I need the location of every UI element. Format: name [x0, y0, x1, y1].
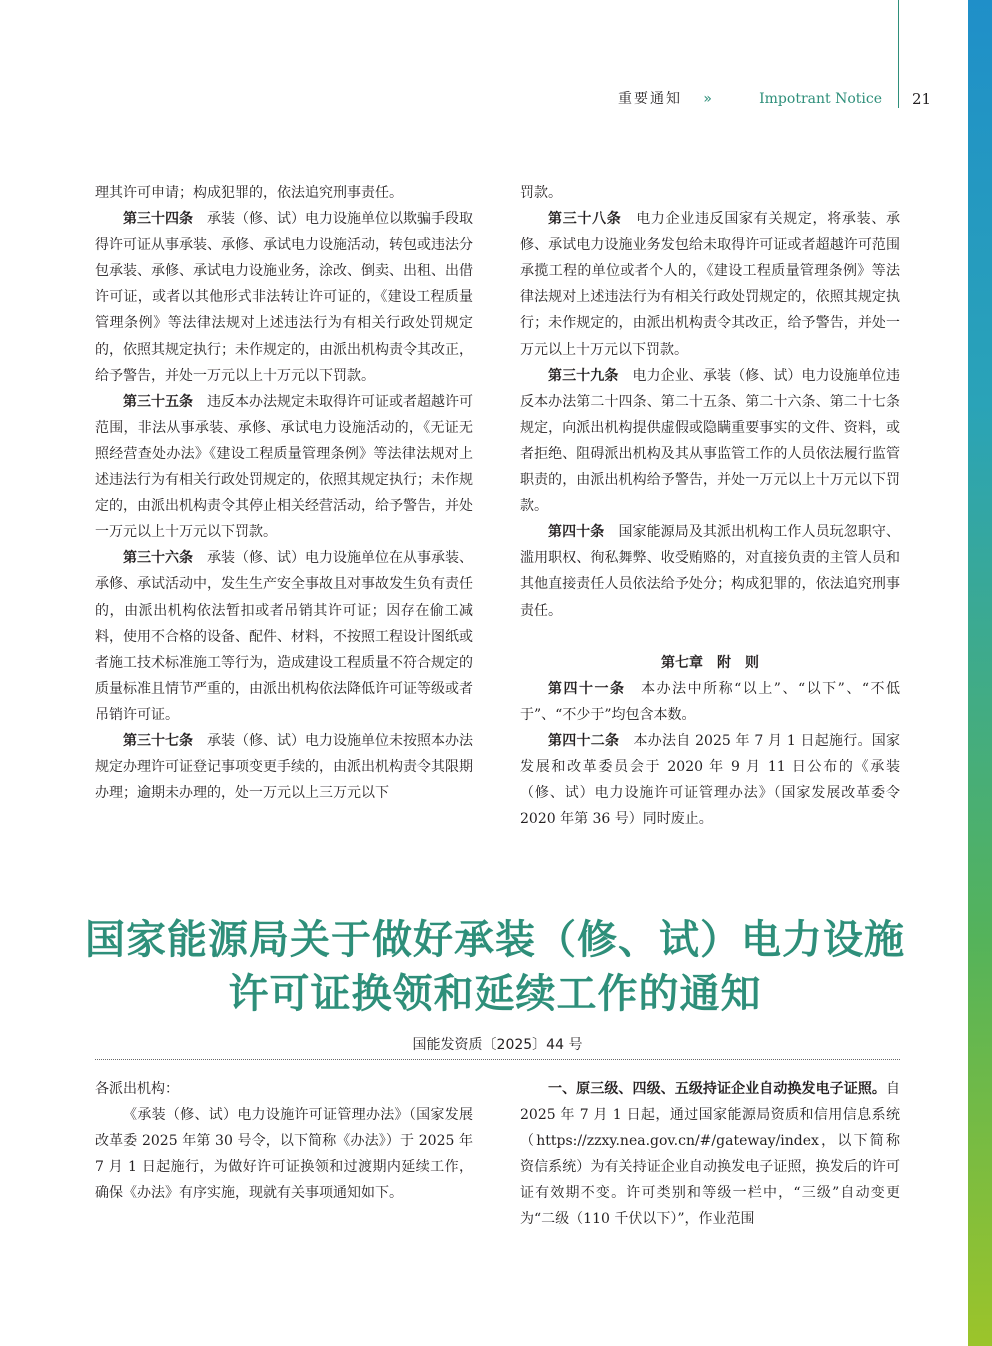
article-heading: 第四十条 — [548, 524, 605, 541]
article-text: 本办法中所称“以上”、“以下”、“不低于”、“不少于”均包含本数。 — [520, 680, 901, 723]
item-heading: 一、原三级、四级、五级持证企业自动换发电子证照。 — [548, 1081, 886, 1097]
article-text: 承装（修、试）电力设施单位在从事承装、承修、承试活动中，发生生产安全事故且对事故发生负有责任的，由派出机构依法暂扣或者吊销其许可证；因存在偷工减料，使用不合格的设备、配件、材料，不按照工程设计图纸或者施工技术标准施工等行为，造成建设工程质量不符合规定的质量标准且情节严重的，由派出机构依法降低许可证等级或者吊销许可证。 — [95, 550, 473, 723]
item-text: 自 2025 年 7 月 1 日起，通过国家能源局资质和信用信息系统（https://zzxy.nea.gov.cn/#/gateway/index，以下简称资信系统）为有关持证企业自动换发电子证照，换发后的许可证有效期不变。许可类别和等级一栏中，“三级”自动变更为“二级（110 千伏以下）”，作业范围 — [520, 1081, 900, 1228]
article-text: 承装（修、试）电力设施单位未按照本办法规定办理许可证登记事项变更手续的，由派出机构责令其限期办理；逾期未办理的，处一万元以上三万元以下 — [95, 732, 473, 802]
running-header — [0, 89, 940, 109]
article-text: 违反本办法规定未取得许可证或者超越许可范围，非法从事承装、承修、承试电力设施活动的，《无证无照经营查处办法》《建设工程质量管理条例》等法律法规对上述违法行为有相关行政处罚规定的，依照其规定执行；未作规定的，由派出机构责令其停止相关经营活动，给予警告，并处一万元以上十万元以下罚款。 — [95, 393, 473, 541]
article-column-left — [95, 180, 473, 806]
notice-title-line-2: 许可证换领和延续工作的通知 — [228, 970, 762, 1017]
article-heading: 第三十九条 — [548, 367, 619, 384]
article-text: 本办法自 2025 年 7 月 1 日起施行。国家发展和改革委员会于 2020 年 9 月 11 日公布的《承装（修、试）电力设施许可证管理办法》（国家发展改革委令 2020 年第 36 号）同时废止。 — [520, 732, 900, 828]
side-color-bar — [968, 0, 992, 1346]
article-text: 电力企业、承装（修、试）电力设施单位违反本办法第二十四条、第二十五条、第二十六条、第二十七条规定，向派出机构提供虚假或隐瞒重要事实的文件、资料，或者拒绝、阻碍派出机构及其从事监管工作的人员依法履行监管职责的，由派出机构给予警告，并处一万元以上十万元以下罚款。 — [520, 367, 901, 515]
article-34 — [95, 206, 473, 389]
document-number: 国能发资质〔2025〕44 号 — [412, 1037, 583, 1053]
paragraph: 罚款。 — [520, 185, 562, 201]
article-heading: 第四十一条 — [548, 680, 626, 697]
section-title-en: Impotrant Notice — [759, 91, 882, 107]
article-heading: 第四十二条 — [548, 732, 620, 749]
article-heading: 第三十六条 — [123, 550, 193, 567]
article-text: 国家能源局及其派出机构工作人员玩忽职守、滥用职权、徇私舞弊、收受贿赂的，对直接负责的主管人员和其他直接责任人员依法给予处分；构成犯罪的，依法追究刑事责任。 — [520, 524, 901, 619]
item-1 — [520, 1076, 900, 1233]
article-heading: 第三十八条 — [548, 211, 622, 228]
chapter-heading: 第七章 附 则 — [661, 654, 759, 671]
article-column-right — [520, 180, 900, 832]
intro-paragraph: 《承装（修、试）电力设施许可证管理办法》（国家发展改革委 2025 年第 30 号令，以下简称《办法》）于 2025 年 7 月 1 日起施行，为做好许可证换领和过渡期内延续工作，确保《办法》有序实施，现就有关事项通知如下。 — [95, 1107, 473, 1202]
paragraph: 理其许可申请；构成犯罪的，依法追究刑事责任。 — [95, 185, 403, 201]
page-number: 21 — [912, 90, 932, 108]
notice-column-right — [520, 1076, 900, 1233]
article-37 — [95, 728, 473, 806]
article-text: 电力企业违反国家有关规定，将承装、承修、承试电力设施业务发包给未取得许可证或者超越许可范围承揽工程的单位或者个人的，《建设工程质量管理条例》等法律法规对上述违法行为有相关行政处罚规定的，依照其规定执行；未作规定的，由派出机构责令其改正，给予警告，并处一万元以上十万元以下罚款。 — [520, 211, 901, 358]
chevron-icon: » — [703, 91, 712, 107]
dotted-divider — [95, 1059, 900, 1060]
article-35 — [95, 389, 473, 546]
article-heading: 第三十五条 — [123, 393, 193, 410]
salutation: 各派出机构： — [95, 1081, 179, 1097]
section-title-cn: 重要通知 — [618, 91, 682, 107]
article-42 — [520, 728, 900, 832]
article-text: 承装（修、试）电力设施单位以欺骗手段取得许可证从事承装、承修、承试电力设施活动，转包或违法分包承装、承修、承试电力设施业务，涂改、倒卖、出租、出借许可证，或者以其他形式非法转让许可证的，《建设工程质量管理条例》等法律法规对上述违法行为有相关行政处罚规定的，依照其规定执行；未作规定的，由派出机构责令其改正，给予警告，并处一万元以上十万元以下罚款。 — [95, 211, 473, 384]
article-39 — [520, 363, 900, 520]
notice-title-line-1: 国家能源局关于做好承装（修、试）电力设施 — [85, 916, 905, 963]
article-40 — [520, 519, 900, 623]
article-heading: 第三十四条 — [123, 211, 193, 228]
article-38 — [520, 206, 900, 363]
article-41 — [520, 676, 900, 728]
article-36 — [95, 545, 473, 728]
article-heading: 第三十七条 — [123, 732, 193, 749]
notice-column-left — [95, 1076, 473, 1206]
